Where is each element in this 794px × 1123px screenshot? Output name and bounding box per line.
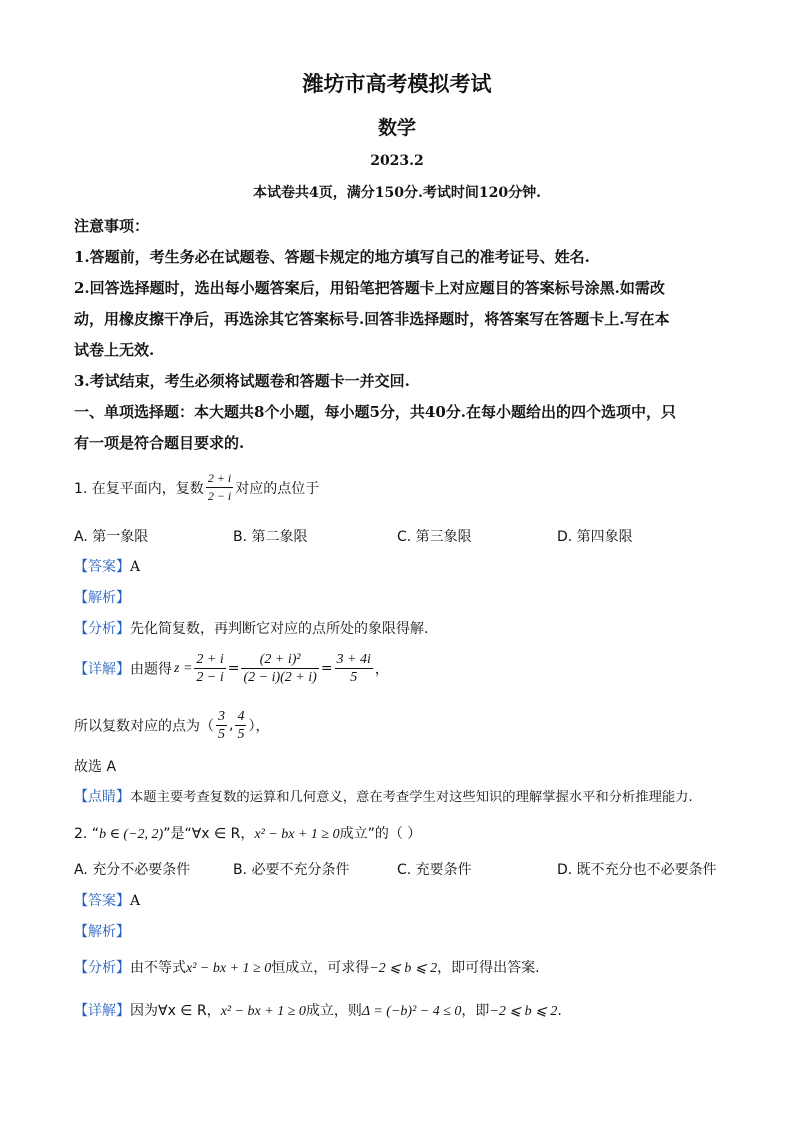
q1-conclusion: 故选 A	[74, 759, 117, 775]
q2-fenxi: 【分析】由不等式x² − bx + 1 ≥ 0恒成立，可求得−2 ⩽ b ⩽ 2，即可得出答案.	[74, 960, 540, 976]
q2-option-b: B. 必要不充分条件	[233, 862, 350, 878]
q2-answer: 【答案】A	[74, 893, 141, 909]
question-1-suffix: 对应的点位于	[235, 480, 320, 497]
q2-analysis-label: 【解析】	[74, 924, 130, 940]
note-item-2-line-2: 动，用橡皮擦干净后，再选涂其它答案标号.回答非选择题时，将答案写在答题卡上.写在本	[74, 310, 670, 328]
q1-detail: 【详解】由题得 z = $\frac{2 + i}{2 - i}$ = $\frac{\text{(2 + i)²}}{(2 - i)(2 + i)}$ = $\frac{3 + 4i}{5}$ ，	[74, 652, 389, 685]
question-1	[74, 470, 319, 505]
section-heading-line-1: 一、单项选择题：本大题共8个小题，每小题5分，共40分.在每小题给出的四个选项中，只	[74, 403, 676, 421]
question-2: 2. “b ∈ (−2, 2)”是“∀x ∈ R，x² − bx + 1 ≥ 0成立”的（ ）	[74, 826, 422, 842]
q1-dianjing: 【点睛】本题主要考查复数的运算和几何意义，意在考查学生对这些知识的理解掌握水平和分析推理能力.	[74, 789, 693, 805]
q1-option-b: B. 第二象限	[233, 529, 308, 545]
section-heading-line-2: 有一项是符合题目要求的.	[74, 434, 245, 452]
q1-option-c: C. 第三象限	[397, 529, 472, 545]
q1-point: 所以复数对应的点为（ $\frac{3}{5}$ , $\frac{4}{5}$ ），	[74, 709, 270, 742]
q1-option-a: A. 第一象限	[74, 529, 149, 545]
q2-option-c: C. 充要条件	[397, 862, 472, 878]
note-item-1: 1.答题前，考生务必在试题卷、答题卡规定的地方填写自己的准考证号、姓名.	[74, 248, 590, 266]
q1-option-d: D. 第四象限	[557, 529, 633, 545]
q2-option-a: A. 充分不必要条件	[74, 862, 191, 878]
question-1-fraction: $\frac{2 + i}{2 - i}$	[207, 471, 232, 503]
q1-analysis-label: 【解析】	[74, 590, 130, 606]
exam-date: 2023.2	[370, 153, 424, 169]
q2-detail: 【详解】因为∀x ∈ R，x² − bx + 1 ≥ 0成立，则Δ = (−b)² − 4 ≤ 0，即−2 ⩽ b ⩽ 2.	[74, 1003, 562, 1019]
exam-title: 潍坊市高考模拟考试	[302, 71, 492, 96]
question-1-prefix: 1. 在复平面内，复数	[74, 480, 204, 497]
note-item-2-line-1: 2.回答选择题时，选出每小题答案后，用铅笔把答题卡上对应题目的答案标号涂黑.如需改	[74, 279, 665, 297]
detail-fraction-1: $\frac{2 + i}{2 - i}$	[196, 652, 224, 685]
q1-answer: 【答案】A	[74, 559, 141, 575]
exam-info: 本试卷共4页，满分150分.考试时间120分钟.	[253, 185, 541, 201]
q1-fenxi: 【分析】先化简复数，再判断它对应的点所处的象限得解.	[74, 621, 429, 637]
detail-fraction-2: $\frac{\text{(2 + i)²}}{(2 - i)(2 + i)}$	[243, 652, 317, 685]
notes-heading: 注意事项：	[74, 217, 150, 235]
detail-fraction-3: $\frac{3 + 4i}{5}$	[336, 652, 371, 685]
note-item-3: 3.考试结束，考生必须将试题卷和答题卡一并交回.	[74, 372, 410, 390]
subject-title: 数学	[377, 117, 416, 139]
note-item-2-line-3: 试卷上无效.	[74, 341, 155, 359]
q2-option-d: D. 既不充分也不必要条件	[557, 862, 717, 878]
